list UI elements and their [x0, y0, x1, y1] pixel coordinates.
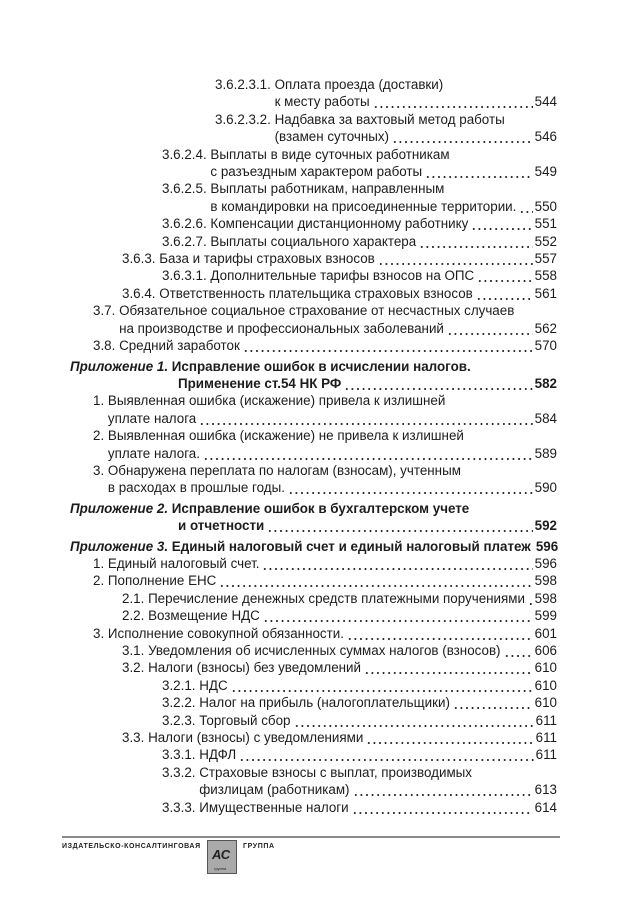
entry-body — [119, 302, 557, 337]
toc-entry[interactable] — [93, 337, 557, 354]
entry-number: 3.3. — [122, 730, 149, 746]
entry-title: Имущественные налоги — [199, 799, 349, 815]
entry-title: в командировки на присоединенные территории. — [210, 198, 517, 214]
toc-entry[interactable] — [122, 729, 557, 746]
page-number: 611 — [535, 730, 557, 746]
dot-leader — [453, 694, 533, 711]
entry-body — [275, 111, 557, 146]
entry-line — [108, 625, 557, 642]
entry-line — [108, 462, 557, 479]
entry-title: Надбавка за вахтовый метод работы — [274, 111, 505, 127]
entry-title: физлицам (работникам) — [199, 782, 350, 798]
page-number: 589 — [534, 445, 557, 461]
page-number: 610 — [534, 695, 557, 711]
toc-entry[interactable] — [162, 764, 557, 799]
entry-line — [119, 302, 557, 319]
entry-title: Выявленная ошибка (искажение) не привела к излишней — [107, 428, 464, 444]
entry-number: 2.1. — [122, 590, 149, 606]
page-number: 610 — [534, 677, 557, 693]
entry-number: 3.6.2.6. — [162, 216, 211, 232]
toc-appendix-entry[interactable] — [70, 358, 557, 393]
entry-line — [275, 128, 557, 145]
entry-title: Единый налоговый счет. — [107, 555, 260, 571]
entry-body — [108, 572, 557, 589]
entry-line — [210, 180, 557, 197]
entry-body — [199, 799, 557, 816]
entry-body — [210, 233, 557, 250]
dot-leader — [447, 320, 533, 337]
page-number: 613 — [534, 782, 557, 798]
dot-leader — [519, 198, 532, 215]
dot-leader — [199, 410, 532, 427]
toc-entry[interactable] — [122, 642, 557, 659]
toc-entry[interactable] — [162, 746, 557, 763]
entry-line — [210, 198, 557, 215]
entry-body — [172, 500, 557, 535]
entry-number: 3.6.2.7. — [162, 233, 211, 249]
page-number: 549 — [534, 164, 557, 180]
entry-title: Торговый сбор — [199, 712, 291, 728]
dot-leader — [364, 659, 533, 676]
entry-title: Оплата проезда (доставки) — [274, 77, 444, 92]
entry-number: 1. — [93, 393, 108, 409]
entry-number: 3.8. — [93, 338, 120, 354]
entry-line — [148, 729, 557, 746]
entry-line — [172, 500, 557, 517]
entry-line — [210, 163, 557, 180]
entry-title: База и тарифы страховых взносов — [159, 251, 375, 267]
entry-body — [108, 427, 557, 462]
entry-line — [108, 445, 557, 462]
toc-entry[interactable] — [162, 712, 557, 729]
entry-number: 3.2.1. — [162, 677, 200, 693]
dot-leader — [262, 555, 532, 572]
entry-body — [108, 462, 557, 497]
dot-leader — [373, 93, 533, 110]
page-number: 598 — [534, 573, 557, 589]
entry-body — [199, 746, 557, 763]
entry-line — [275, 76, 557, 93]
entry-body — [108, 625, 557, 642]
entry-body — [172, 358, 557, 393]
entry-line — [210, 233, 557, 250]
entry-number: 3. — [93, 462, 108, 478]
entry-number: 3.6.2.3.2. — [215, 111, 275, 127]
logo-mark: АС — [212, 847, 231, 862]
page-number: 584 — [534, 410, 557, 426]
entry-line — [159, 285, 557, 302]
entry-line — [108, 392, 557, 409]
page-number: 558 — [534, 268, 557, 284]
toc-entry[interactable] — [162, 267, 557, 284]
page-number: 552 — [534, 233, 557, 249]
entry-line — [108, 572, 557, 589]
entry-number: 3. — [93, 625, 108, 641]
entry-title: Ответственность плательщика страховых взносов — [159, 285, 473, 301]
entry-title: НДС — [199, 677, 228, 693]
dot-leader — [243, 337, 533, 354]
entry-number: 2. — [93, 573, 108, 589]
entry-body — [148, 607, 557, 624]
dot-leader — [294, 712, 534, 729]
dot-leader — [231, 677, 533, 694]
entry-line — [199, 746, 557, 763]
entry-line — [172, 538, 557, 555]
dot-leader — [267, 517, 532, 534]
entry-body — [210, 215, 557, 232]
entry-line — [210, 215, 557, 232]
entry-title: Обязательное социальное страхование от несчастных случаев — [119, 303, 515, 319]
footer-divider — [62, 836, 560, 838]
entry-number: 3.3.1. — [162, 747, 200, 763]
entry-title: Компенсации дистанционному работнику — [210, 216, 469, 232]
dot-leader — [353, 781, 533, 798]
entry-number: 3.3.2. — [162, 764, 200, 780]
page-number: 614 — [534, 799, 557, 815]
entry-body — [210, 180, 557, 215]
toc-entry[interactable] — [93, 625, 557, 642]
toc-entry[interactable] — [93, 392, 557, 427]
entry-body — [210, 267, 557, 284]
entry-title: с разъездным характером работы — [210, 164, 423, 180]
entry-number: Приложение 1. — [70, 358, 172, 374]
page-number: 544 — [534, 94, 557, 110]
entry-number: 3.6.3.1. — [162, 268, 211, 284]
publisher-logo — [207, 840, 237, 874]
entry-body — [119, 337, 557, 354]
dot-leader — [239, 746, 533, 763]
entry-body — [148, 659, 557, 676]
entry-number: 3.6.2.3.1. — [215, 77, 275, 92]
entry-title: Налоги (взносы) с уведомлениями — [148, 730, 364, 746]
entry-line — [199, 764, 557, 781]
toc-entry[interactable] — [162, 233, 557, 250]
entry-number: 3.2. — [122, 660, 149, 676]
entry-title: (взамен суточных) — [274, 129, 390, 145]
dot-leader — [477, 267, 532, 284]
page-number: 596 — [534, 555, 557, 571]
dot-leader — [352, 799, 533, 816]
entry-body — [108, 392, 557, 427]
entry-number: 2. — [93, 428, 108, 444]
toc-entry[interactable] — [122, 659, 557, 676]
entry-number: 3.2.2. — [162, 695, 200, 711]
logo-subtext: группа — [214, 866, 227, 871]
toc-appendix-entry[interactable] — [70, 500, 557, 535]
entry-title: и отчетности — [178, 518, 265, 534]
entry-title: Применение ст.54 НК РФ — [178, 375, 342, 391]
page-number: 611 — [535, 712, 557, 728]
entry-line — [108, 479, 557, 496]
toc-entry[interactable] — [162, 180, 557, 215]
entry-title: Пополнение ЕНС — [107, 573, 217, 589]
toc-appendix-entry[interactable] — [70, 538, 557, 555]
page-number: 606 — [534, 643, 557, 658]
toc-entry[interactable] — [162, 215, 557, 232]
entry-line — [275, 111, 557, 128]
entry-body — [199, 677, 557, 694]
entry-title: Выплаты в виде суточных работникам — [210, 146, 450, 162]
entry-title: Дополнительные тарифы взносов на ОПС — [210, 268, 475, 284]
entry-body — [148, 590, 557, 607]
dot-leader — [219, 572, 532, 589]
dot-leader — [378, 250, 533, 267]
entry-line — [199, 712, 557, 729]
entry-title: Исполнение совокупной обязанности. — [107, 625, 344, 641]
entry-line — [210, 267, 557, 284]
entry-number: 2.2. — [122, 608, 149, 624]
toc-entry[interactable] — [122, 285, 557, 302]
dot-leader — [392, 128, 533, 145]
entry-number: 3.6.3. — [122, 251, 160, 267]
page-number: 592 — [534, 518, 557, 534]
page-number: 561 — [534, 285, 557, 301]
page-number: 598 — [534, 590, 557, 606]
toc-entry[interactable] — [93, 572, 557, 589]
page-number: 570 — [534, 338, 557, 354]
page-number: 546 — [534, 129, 557, 145]
dot-leader — [366, 729, 533, 746]
dot-leader — [471, 215, 532, 232]
entry-line — [275, 93, 557, 110]
entry-title: Средний заработок — [119, 338, 240, 354]
page-number: 590 — [534, 480, 557, 496]
entry-line — [108, 427, 557, 444]
dot-leader — [203, 445, 533, 462]
toc-entry[interactable] — [215, 111, 557, 146]
dot-leader — [504, 642, 533, 659]
entry-number: 3.1. — [122, 643, 149, 658]
dot-leader — [419, 233, 533, 250]
entry-line — [119, 337, 557, 354]
entry-number: 3.6.4. — [122, 285, 160, 301]
entry-title: Единый налоговый счет и единый налоговый платеж — [171, 538, 531, 554]
entry-body — [159, 250, 557, 267]
entry-body — [199, 712, 557, 729]
page-number: 601 — [534, 625, 557, 641]
toc-entry[interactable] — [93, 555, 557, 572]
entry-title: к месту работы — [274, 94, 370, 110]
toc-entry[interactable] — [162, 677, 557, 694]
dot-leader — [344, 375, 532, 392]
entry-body — [199, 764, 557, 799]
entry-line — [172, 517, 557, 534]
page-number: 610 — [534, 660, 557, 676]
entry-line — [148, 659, 557, 676]
entry-number: 3.7. — [93, 303, 120, 319]
toc-entry[interactable] — [122, 250, 557, 267]
toc-entry[interactable] — [93, 462, 557, 497]
entry-number: Приложение 2. — [70, 500, 172, 516]
entry-title: Налоги (взносы) без уведомлений — [148, 660, 362, 676]
entry-line — [159, 250, 557, 267]
entry-number: Приложение 3. — [70, 538, 172, 554]
entry-title: уплате налога — [107, 410, 197, 426]
entry-line — [108, 555, 557, 572]
entry-title: Страховые взносы с выплат, производимых — [199, 764, 472, 780]
entry-line — [108, 410, 557, 427]
page-number: 596 — [535, 538, 559, 554]
entry-line — [172, 375, 557, 392]
toc-entry[interactable] — [93, 427, 557, 462]
publisher-label: ИЗДАТЕЛЬСКО-КОНСАЛТИНГОВАЯ — [62, 843, 201, 850]
table-of-contents — [0, 76, 627, 816]
entry-number: 3.6.2.5. — [162, 181, 211, 197]
entry-body — [108, 555, 557, 572]
entry-title: на производстве и профессиональных заболеваний — [119, 320, 444, 336]
page-number: 582 — [534, 375, 557, 391]
entry-line — [199, 799, 557, 816]
entry-title: Исправление ошибок в бухгалтерском учете — [171, 500, 470, 516]
entry-body — [148, 642, 557, 659]
toc-entry[interactable] — [162, 799, 557, 816]
entry-title: Выявленная ошибка (искажение) привела к излишней — [107, 393, 446, 409]
entry-line — [199, 677, 557, 694]
entry-body — [199, 694, 557, 711]
entry-number: 3.6.2.4. — [162, 146, 211, 162]
entry-title: Исправление ошибок в исчислении налогов. — [171, 358, 471, 374]
entry-title: Выплаты работникам, направленным — [210, 181, 445, 197]
entry-number: 3.2.3. — [162, 712, 200, 728]
dot-leader — [263, 607, 533, 624]
entry-title: уплате налога. — [107, 445, 200, 461]
toc-entry[interactable] — [162, 694, 557, 711]
entry-title: Возмещение НДС — [148, 608, 260, 624]
entry-body — [159, 285, 557, 302]
dot-leader — [288, 479, 533, 496]
entry-title: Выплаты социального характера — [210, 233, 417, 249]
toc-entry[interactable] — [122, 607, 557, 624]
entry-body — [210, 146, 557, 181]
page-number: 550 — [534, 198, 557, 214]
entry-title: Налог на прибыль (налогоплательщики) — [199, 695, 450, 711]
entry-title: НДФЛ — [199, 747, 237, 763]
entry-line — [148, 642, 557, 659]
entry-line — [199, 694, 557, 711]
page-number: 562 — [534, 320, 557, 336]
toc-entry[interactable] — [122, 590, 557, 607]
entry-body — [275, 76, 557, 111]
entry-line — [210, 146, 557, 163]
toc-entry[interactable] — [162, 146, 557, 181]
entry-number: 3.3.3. — [162, 799, 200, 815]
entry-title: Перечисление денежных средств платежными поручениями — [148, 590, 525, 606]
entry-line — [199, 781, 557, 798]
entry-title: Уведомления об исчисленных суммах налогов (взносов) — [148, 643, 501, 658]
page-number: 551 — [534, 216, 557, 232]
entry-body — [172, 538, 557, 555]
dot-leader — [425, 163, 532, 180]
entry-number: 1. — [93, 555, 108, 571]
page-number: 557 — [534, 251, 557, 267]
entry-line — [172, 358, 557, 375]
toc-entry[interactable] — [215, 76, 557, 111]
entry-title: в расходах в прошлые годы. — [107, 480, 285, 496]
entry-line — [119, 320, 557, 337]
entry-body — [148, 729, 557, 746]
toc-entry[interactable] — [93, 302, 557, 337]
dot-leader — [476, 285, 533, 302]
page-number: 599 — [534, 608, 557, 624]
dot-leader — [347, 625, 533, 642]
entry-line — [148, 607, 557, 624]
dot-leader — [528, 590, 533, 607]
entry-title: Обнаружена переплата по налогам (взносам), учтенным — [107, 462, 461, 478]
publisher-group-label: ГРУППА — [243, 843, 275, 850]
entry-line — [148, 590, 557, 607]
page-number: 611 — [535, 747, 557, 763]
